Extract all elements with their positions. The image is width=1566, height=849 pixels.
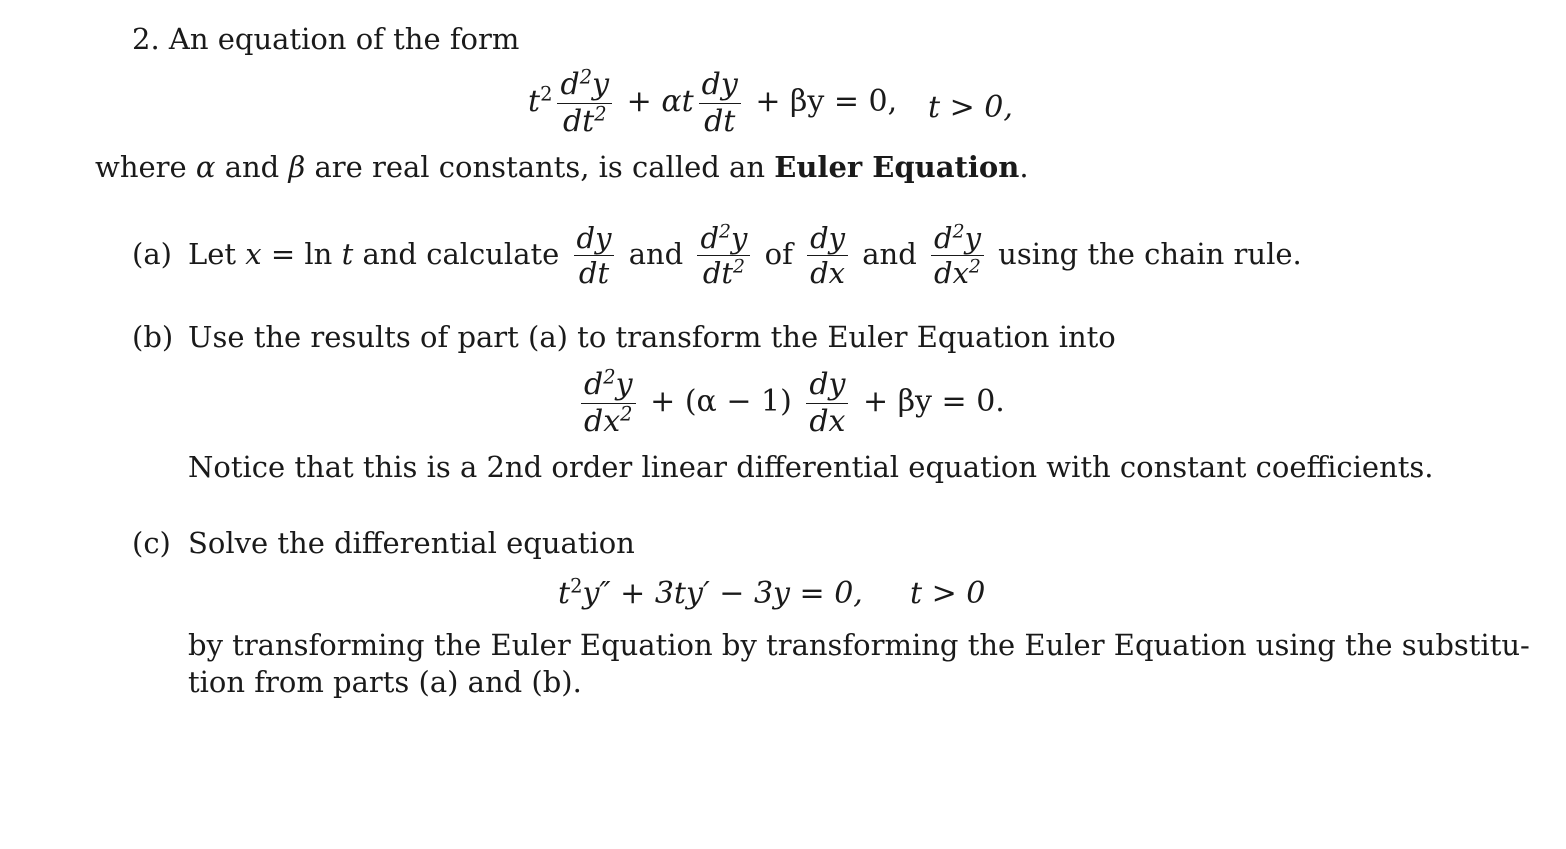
part-c-line2: tion from parts (a) and (b). bbox=[188, 665, 582, 699]
part-c-label: (c) bbox=[132, 526, 171, 560]
part-b: (b) Use the results of part (a) to transform the Euler Equation into bbox=[132, 320, 1116, 354]
dy-dx-fraction: $\frac{dy}{dx}$ bbox=[806, 368, 848, 438]
part-a-d2y-dx2: $\frac{d^2y}{dx^2}$ bbox=[931, 222, 984, 290]
transformed-equation: $\frac{d^2y}{dx^2}$ + (α − 1) $\frac{dy}{dx}$ + βy = 0. bbox=[576, 368, 1005, 438]
problem-number: 2. bbox=[132, 22, 160, 56]
eq-t: t bbox=[528, 84, 541, 120]
part-a-dy-dt: $\frac{dy}{dt}$ bbox=[574, 222, 615, 290]
part-a-d2y-dt2: $\frac{d^2y}{dt^2}$ bbox=[697, 222, 750, 290]
euler-condition: t > 0, bbox=[928, 90, 1013, 125]
beta-term: + βy = 0, bbox=[755, 84, 898, 120]
part-c-equation: $t^2y'' + 3ty' - 3y = 0$, bbox=[558, 574, 863, 611]
part-a-dy-dx: $\frac{dy}{dx}$ bbox=[807, 222, 848, 290]
problem-intro bbox=[132, 22, 519, 56]
part-c-condition: t > 0 bbox=[910, 576, 986, 611]
euler-equation-term: Euler Equation bbox=[774, 150, 1020, 184]
d2y-dt2-fraction: $\frac{d^2y}{dt^2}$ bbox=[557, 68, 612, 138]
part-c: (c) Solve the differential equation bbox=[132, 526, 635, 560]
euler-description: where α and β are real constants, is called an Euler Equation. bbox=[95, 150, 1029, 184]
notice-text: Notice that this is a 2nd order linear differential equation with constant coefficients. bbox=[188, 450, 1434, 484]
dy-dt-fraction: $\frac{dy}{dt}$ bbox=[699, 68, 741, 138]
part-a: (a) Let x = ln t and calculate $\frac{dy}{dt}$ and $\frac{d^2y}{dt^2}$ of $\frac{dy}{dx}$ and $\frac{d^2y}{dx^2}$ using the chain rule. bbox=[132, 221, 1302, 291]
euler-equation: $t^2$ $\frac{d^2y}{dt^2}$ + αt $\frac{dy}{dt}$ + βy = 0, bbox=[528, 65, 898, 139]
intro-text: An equation of the form bbox=[168, 22, 520, 56]
part-b-label: (b) bbox=[132, 320, 174, 354]
part-c-line1: by transforming the Euler Equation by transforming the Euler Equation using the substitu- bbox=[188, 628, 1530, 662]
d2y-dx2-fraction: $\frac{d^2y}{dx^2}$ bbox=[581, 368, 636, 438]
part-a-label: (a) bbox=[132, 236, 172, 271]
